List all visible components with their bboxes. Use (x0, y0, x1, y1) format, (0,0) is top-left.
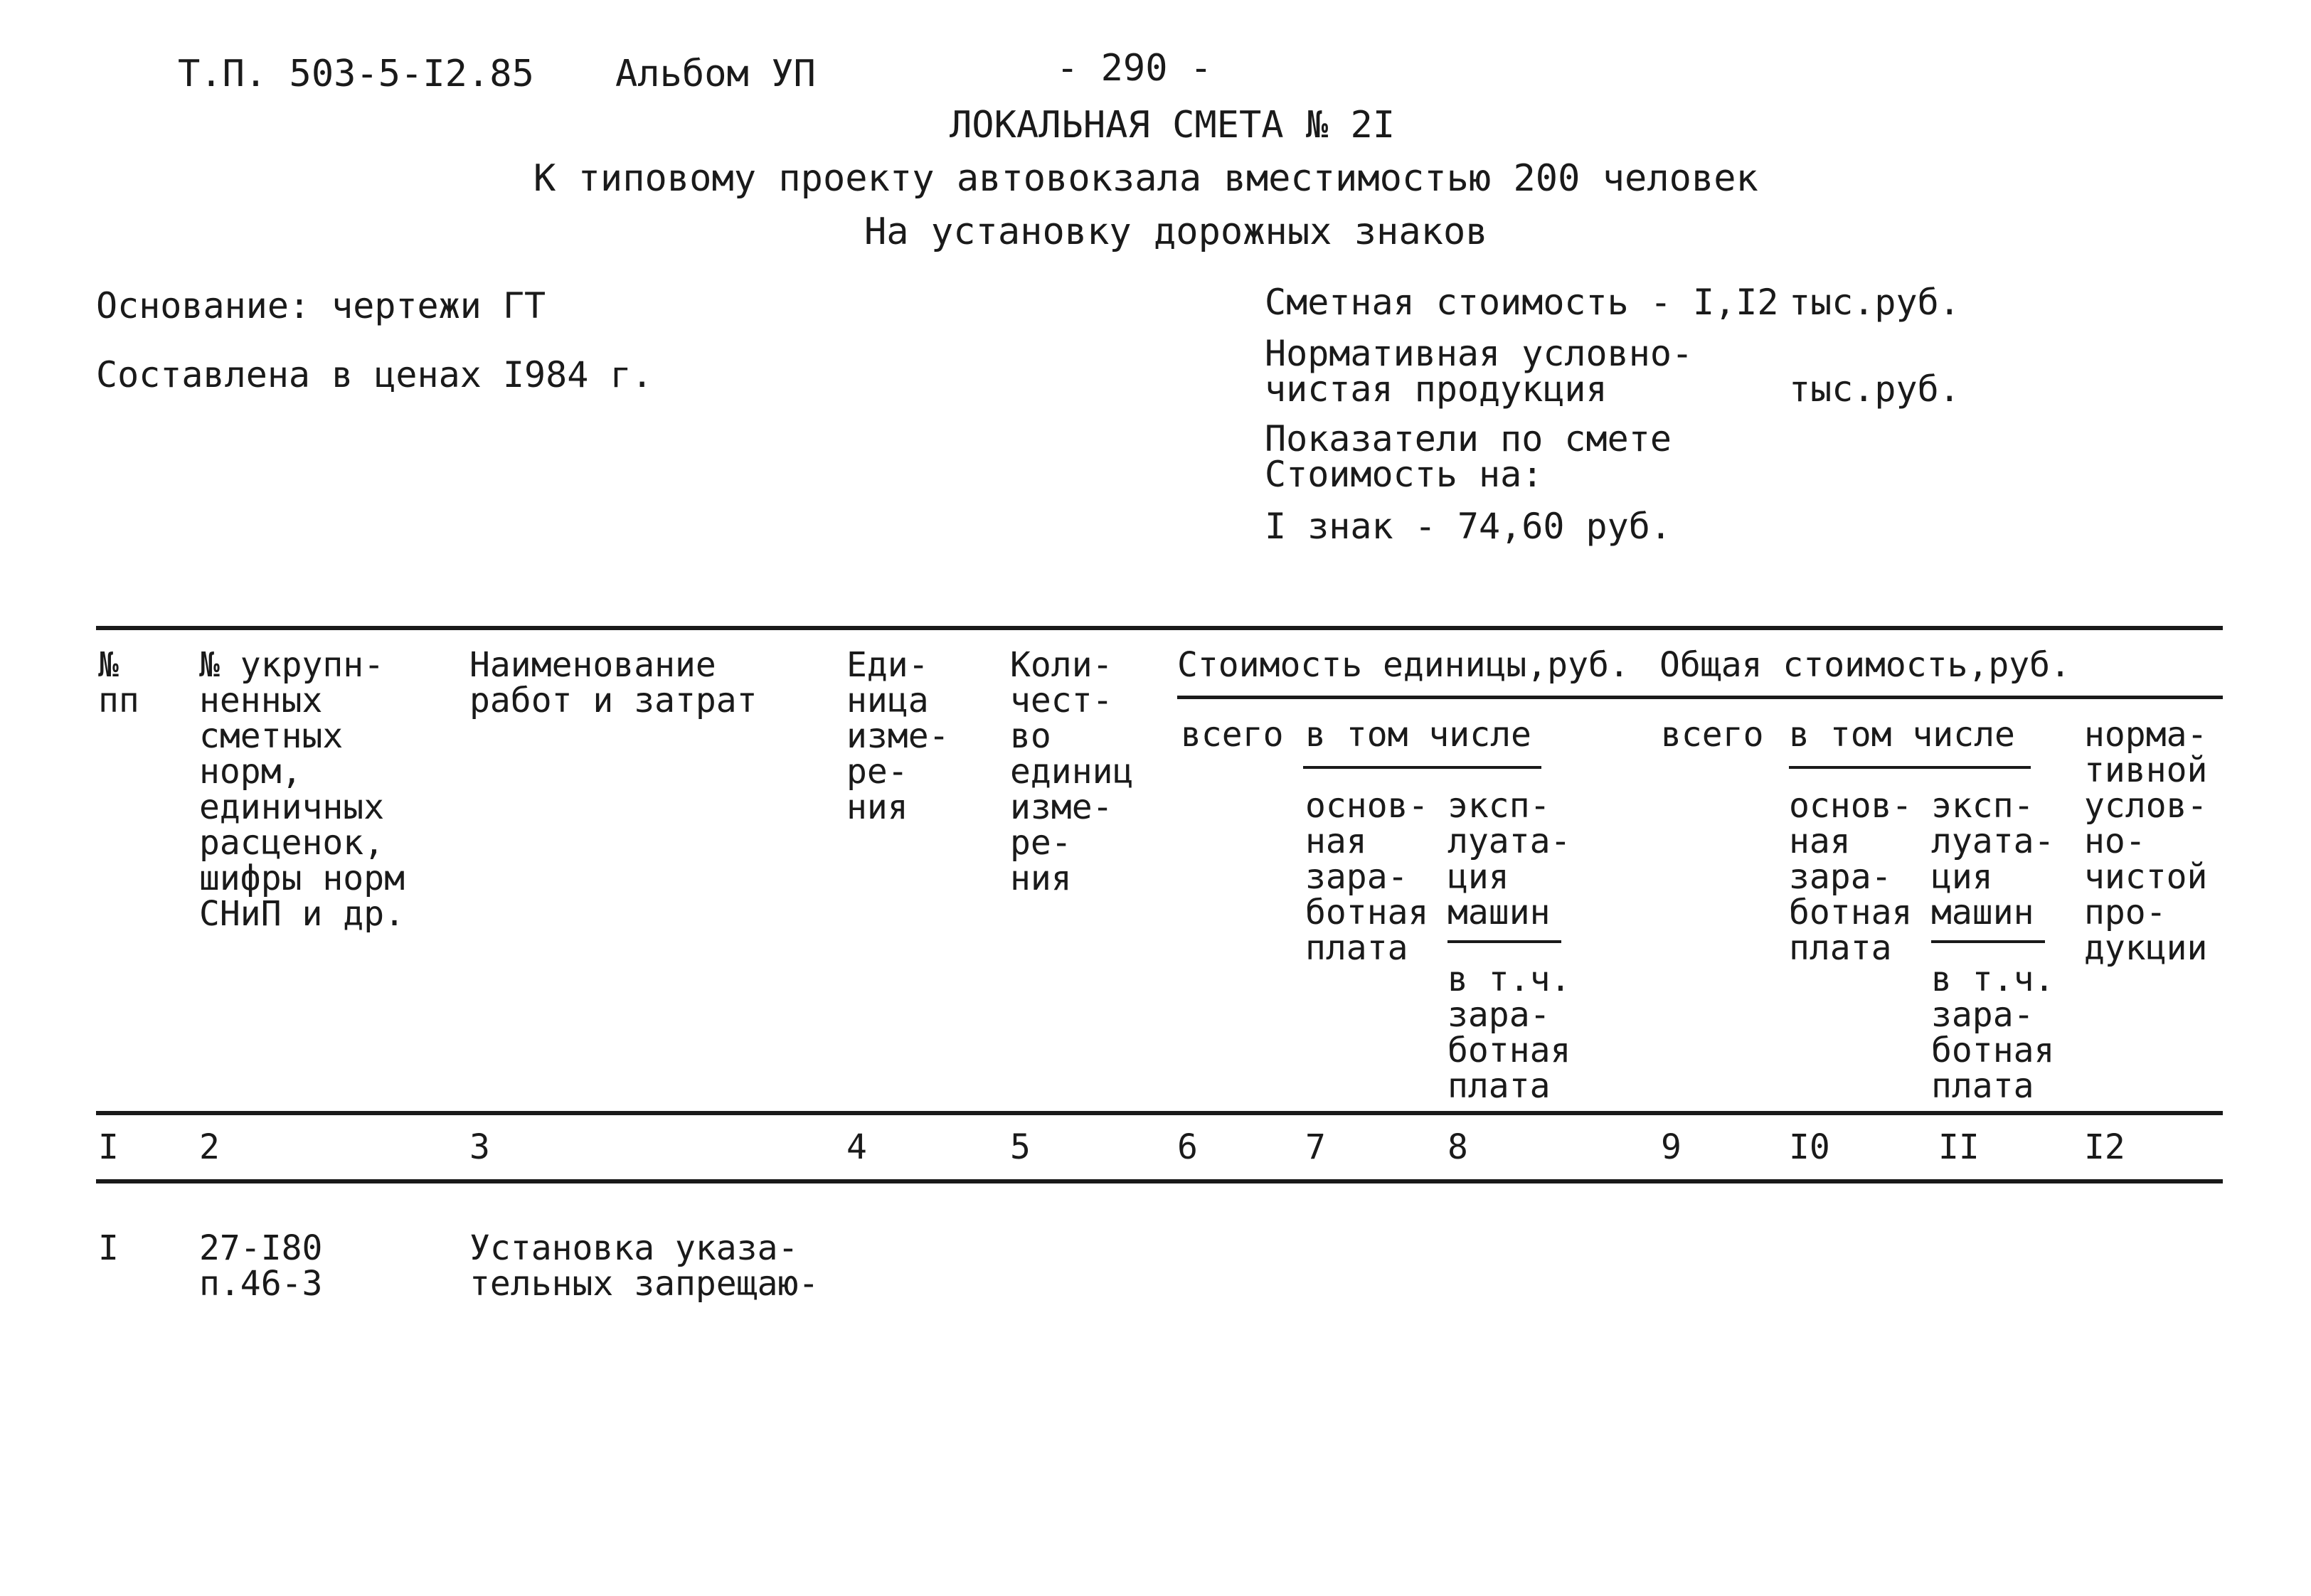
header-total-total: всего (1661, 715, 1764, 755)
machine-rule-total (1931, 940, 2045, 943)
column-number: 4 (846, 1127, 867, 1167)
header-total-cost-group: Общая стоимость,руб. (1659, 645, 2071, 685)
header-total-base-wage: основ- ная зара- ботная плата (1789, 786, 1913, 968)
header-normative-product: норма- тивной услов- но- чистой про- дукции (2084, 715, 2208, 968)
header-total-incl-wage: в т.ч. зара- ботная плата (1931, 959, 2055, 1106)
header-bottom-rule (96, 1111, 2223, 1115)
table-row-code: 27-I80 п.46-3 (199, 1228, 323, 1304)
header-norm-codes: № укрупн- ненных сметных норм, единичных расценок, шифры норм СНиП и др. (199, 645, 405, 934)
column-number: II (1938, 1127, 1980, 1167)
basis-text: Основание: чертежи ГТ (96, 285, 546, 326)
header-row-number: № пп (98, 645, 139, 720)
header-unit-total: всего (1181, 715, 1284, 755)
column-number: 9 (1661, 1127, 1682, 1167)
table-top-rule (96, 626, 2223, 630)
prices-text: Составлена в ценах I984 г. (96, 354, 653, 395)
normative-unit: тыс.руб. (1789, 368, 1960, 410)
table-row-number: I (98, 1228, 119, 1268)
page-number: - 290 - (1056, 47, 1213, 90)
column-number: 2 (199, 1127, 220, 1167)
group-header-rule (1177, 696, 2223, 699)
header-quantity: Коли- чест- во единиц изме- ре- ния (1010, 645, 1134, 898)
estimate-subtitle: К типовому проекту автовокзала вместимостью 200 человек (533, 157, 1758, 200)
header-work-name: Наименование работ и затрат (469, 645, 758, 720)
incl-rule-unit (1303, 766, 1541, 769)
normative-label-line1: Нормативная условно- (1265, 333, 1694, 374)
header-unit-incl: в том числе (1305, 715, 1531, 755)
column-number: I2 (2084, 1127, 2125, 1167)
header-unit-base-wage: основ- ная зара- ботная плата (1305, 786, 1429, 968)
unit-cost-indicator: I знак - 74,60 руб. (1265, 506, 1672, 547)
indicators-label-line2: Стоимость на: (1265, 454, 1544, 495)
header-unit-machine-ops: эксп- луата- ция машин (1447, 786, 1571, 932)
header-total-machine-ops: эксп- луата- ция машин (1931, 786, 2055, 932)
header-unit-cost-group: Стоимость единицы,руб. (1177, 645, 1630, 685)
column-number: 7 (1305, 1127, 1326, 1167)
header-unit-incl-wage: в т.ч. зара- ботная плата (1447, 959, 1571, 1106)
estimated-cost-label: Сметная стоимость - I,I2 (1265, 282, 1779, 323)
column-number: I (98, 1127, 119, 1167)
estimate-title: ЛОКАЛЬНАЯ СМЕТА № 2I (950, 104, 1396, 147)
document-reference: Т.П. 503-5-I2.85 (178, 53, 534, 95)
header-total-incl: в том числе (1789, 715, 2015, 755)
estimated-cost-unit: тыс.руб. (1789, 282, 1960, 323)
table-row-name: Установка указа- тельных запрещаю- (469, 1228, 819, 1304)
column-number: I0 (1789, 1127, 1830, 1167)
column-number: 5 (1010, 1127, 1031, 1167)
column-number: 3 (469, 1127, 490, 1167)
machine-rule-unit (1447, 940, 1561, 943)
incl-rule-total (1789, 766, 2031, 769)
header-unit: Еди- ница изме- ре- ния (846, 645, 950, 827)
column-number: 8 (1447, 1127, 1468, 1167)
estimate-subject: На установку дорожных знаков (864, 211, 1488, 253)
column-numbers-rule (96, 1179, 2223, 1183)
indicators-label-line1: Показатели по смете (1265, 418, 1672, 459)
normative-label-line2: чистая продукция (1265, 368, 1608, 410)
column-number: 6 (1177, 1127, 1198, 1167)
album-label: Альбом УП (615, 53, 816, 95)
